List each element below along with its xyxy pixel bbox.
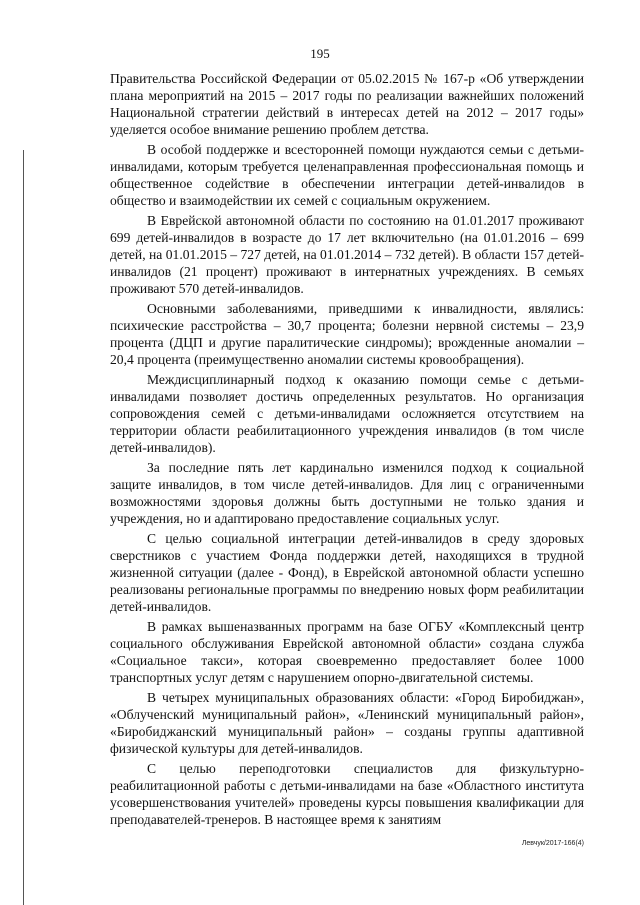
document-body [110, 70, 584, 828]
paragraph-1: Правительства Российской Федерации от 05.02.2015 № 167-р «Об утверждении плана мероприятий на 2015 – 2017 годы по реализации важнейших положений Национальной стратегии действий в интересах детей на 2012 – 2017 годы» уделяется особое внимание решению проблем детства. [110, 71, 584, 138]
paragraph-2: В особой поддержке и всесторонней помощи нуждаются семьи с детьми-инвалидами, которым требуется целенаправленная профессиональная помощь и общественное содействие в обеспечении интеграции детей-инвалидов в общество и взаимодействии их семей с социальным окружением. [110, 141, 584, 209]
paragraph-7: С целью социальной интеграции детей-инвалидов в среду здоровых сверстников с участием Фонда поддержки детей, находящихся в трудной жизненной ситуации (далее - Фонд), в Еврейской автономной области успешно реализованы региональные программы по внедрению новых форм реабилитации детей-инвалидов. [110, 531, 584, 615]
paragraph-8: В рамках вышеназванных программ на базе ОГБУ «Комплексный центр социального обслуживания Еврейской автономной области» создана служба «Социальное такси», которая своевременно предоставляет более 1000 транспортных услуг детям с нарушением опорно-двигательной системы. [110, 619, 584, 686]
paragraph-6: За последние пять лет кардинально изменился подход к социальной защите инвалидов, в том числе детей-инвалидов. Для лиц с ограниченными возможностями здоровья должны быть доступными не только здания и учреждения, но и адаптировано предоставление социальных услуг. [110, 460, 584, 527]
paragraph-9: В четырех муниципальных образованиях области: «Город Биробиджан», «Облученский муниципальный район», «Ленинский муниципальный район», «Биробиджанский муниципальный район» – созданы группы адаптивной физической культуры для детей-инвалидов. [110, 690, 584, 757]
paragraph-3: В Еврейской автономной области по состоянию на 01.01.2017 проживают 699 детей-инвалидов в возрасте до 17 лет включительно (на 01.01.2016 – 699 детей, на 01.01.2015 – 727 детей, на 01.01.2014 – 732 детей). В области 157 детей-инвалидов (21 процент) проживают в интернатных учреждениях. В семьях проживают 570 детей-инвалидов. [110, 212, 584, 297]
scan-edge-line [23, 150, 24, 905]
footer-document-code: Левчук/2017-166(4) [521, 840, 584, 847]
paragraph-5: Междисциплинарный подход к оказанию помощи семье с детьми-инвалидами позволяет достичь определенных результатов. Но организация сопровождения семей с детьми-инвалидами осложняется отсутствием на территории области реабилитационного учреждения инвалидов (в том числе детей-инвалидов). [110, 371, 584, 456]
paragraph-4: Основными заболеваниями, приведшими к инвалидности, являлись: психические расстройства – 30,7 процента; болезни нервной системы – 23,9 процента (ДЦП и другие паралитические синдромы); врожденные аномалии – 20,4 процента (преимущественно аномалии системы кровообращения). [110, 301, 584, 368]
page-number: 195 [310, 46, 330, 61]
paragraph-10: С целью переподготовки специалистов для физкультурно-реабилитационной работы с детьми-инвалидами на базе «Областного института усовершенствования учителей» проведены курсы повышения квалификации для преподавателей-тренеров. В настоящее время к занятиям [110, 761, 584, 828]
